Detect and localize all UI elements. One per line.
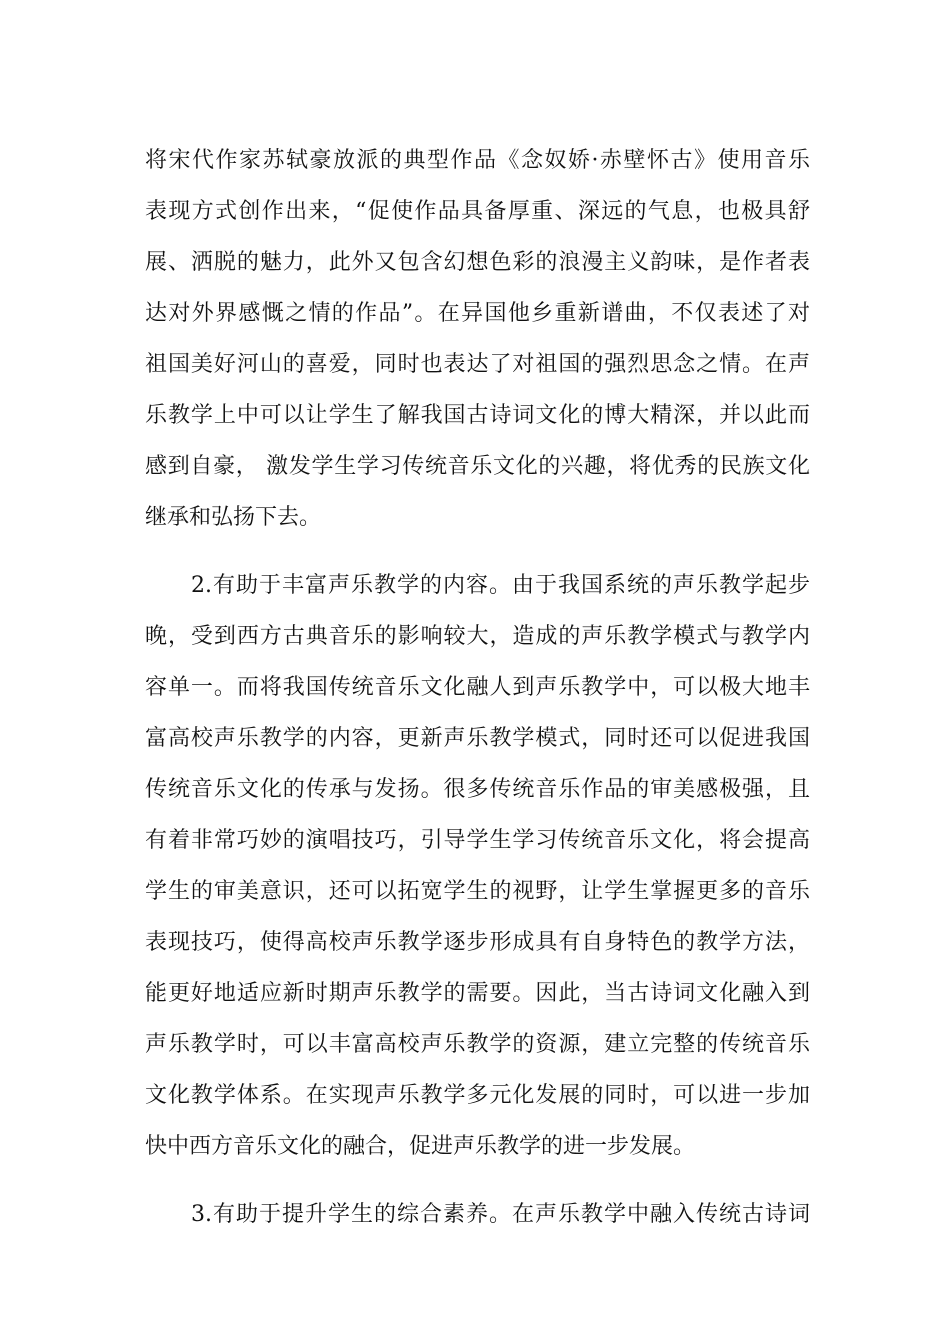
text-line: 祖国美好河山的喜爱，同时也表达了对祖国的强烈思念之情。在声 bbox=[145, 352, 810, 377]
paragraph-2 bbox=[145, 560, 810, 1172]
text-line: 快中西方音乐文化的融合，促进声乐教学的进一步发展。 bbox=[145, 1134, 696, 1159]
text-line: 3.有助于提升学生的综合素养。在声乐教学中融入传统古诗词 bbox=[145, 1202, 810, 1227]
text-line: 文化教学体系。在实现声乐教学多元化发展的同时，可以进一步加 bbox=[145, 1083, 810, 1108]
text-line: 表现技巧，使得高校声乐教学逐步形成具有自身特色的教学方法， bbox=[145, 930, 810, 955]
paragraph-3 bbox=[145, 1189, 810, 1240]
text-line: 富高校声乐教学的内容，更新声乐教学模式，同时还可以促进我国 bbox=[145, 726, 810, 751]
paragraph-gap bbox=[145, 1172, 810, 1189]
body-text bbox=[145, 135, 810, 1240]
text-line: 有着非常巧妙的演唱技巧，引导学生学习传统音乐文化，将会提高 bbox=[145, 828, 810, 853]
paragraph-1 bbox=[145, 135, 810, 543]
text-line: 容单一。而将我国传统音乐文化融人到声乐教学中，可以极大地丰 bbox=[145, 675, 810, 700]
text-line: 2.有助于丰富声乐教学的内容。由于我国系统的声乐教学起步 bbox=[145, 573, 810, 598]
text-line: 晚，受到西方古典音乐的影响较大，造成的声乐教学模式与教学内 bbox=[145, 624, 810, 649]
text-line: 学生的审美意识，还可以拓宽学生的视野，让学生掌握更多的音乐 bbox=[145, 879, 810, 904]
paragraph-gap bbox=[145, 543, 810, 560]
text-line: 乐教学上中可以让学生了解我国古诗词文化的博大精深，并以此而 bbox=[145, 403, 810, 428]
text-line: 表现方式创作出来，“促使作品具备厚重、深远的气息，也极具舒 bbox=[145, 199, 810, 224]
text-line: 将宋代作家苏轼豪放派的典型作品《念奴娇·赤壁怀古》使用音乐 bbox=[145, 148, 810, 173]
text-line: 达对外界感慨之情的作品”。在异国他乡重新谱曲，不仅表述了对 bbox=[145, 301, 810, 326]
text-line: 能更好地适应新时期声乐教学的需要。因此，当古诗词文化融入到 bbox=[145, 981, 810, 1006]
text-line: 继承和弘扬下去。 bbox=[145, 505, 322, 530]
text-line: 传统音乐文化的传承与发扬。很多传统音乐作品的审美感极强，且 bbox=[145, 777, 810, 802]
text-line: 声乐教学时，可以丰富高校声乐教学的资源，建立完整的传统音乐 bbox=[145, 1032, 810, 1057]
text-line: 感到自豪， 激发学生学习传统音乐文化的兴趣，将优秀的民族文化 bbox=[145, 454, 810, 479]
text-line: 展、洒脱的魅力，此外又包含幻想色彩的浪漫主义韵味，是作者表 bbox=[145, 250, 810, 275]
